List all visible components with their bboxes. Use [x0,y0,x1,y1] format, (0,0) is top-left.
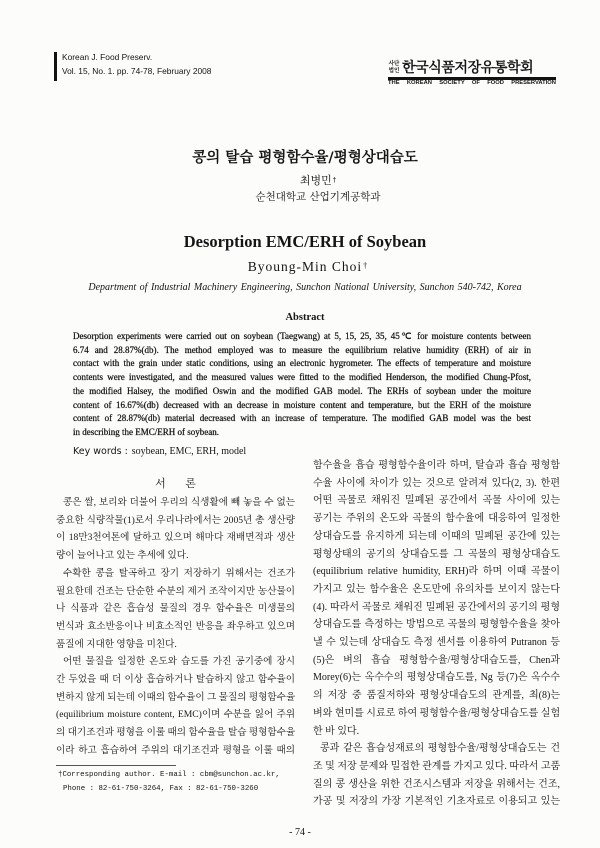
text-line: 가지고 있는 함수율은 온도만에 유의차를 보이지 않는다 [313,583,560,595]
text-line: 번식과 효소반응이나 비효소적인 반응을 좌우하고 있으며 [56,620,295,632]
text-line: 량이 늘어나고 있는 추세에 있다. [56,550,189,562]
text-line: 조 및 저장 문제와 밀접한 관계를 가지고 있다. 따라서 고품 [313,760,561,772]
page-number: - 74 - [289,827,311,838]
keywords [73,445,246,459]
text-line: 상대습도를 측정하는 방법으로 곡물의 평형함수율을 찾아 [313,619,560,631]
abstract-line: contact with the grain under static conditions, using an electronic hygrometer. The effects of temperature and moisture [73,358,531,369]
text-line: 나 식품과 같은 흡습성 물질의 경우 함수율은 미생물의 [56,603,295,615]
text-line: 필요한데 건조는 단순한 수분의 제거 조작이지만 농산물이 [56,585,295,597]
abstract-heading: Abstract [285,312,325,323]
logo-prefix: 사단법인 [388,61,400,74]
author-english-line [158,258,458,276]
text-line: 어떤 곡물로 채워진 밀폐된 공간에서 곡물 사이에 있는 [313,495,560,507]
abstract-body [73,330,531,440]
abstract-line: 6.74 and 28.87%(db). The method employed was to measure the equilibrium relative humidity (ERH) of air in [73,344,531,355]
author-english: Byoung-Min Choi [247,259,363,274]
abstract-line: content of 28.87%(db) material decreased with an increase of temperature. The modified GAB model was the best [73,413,531,424]
paragraph [56,494,295,565]
text-line: 낼 수 있는데 상대습도 측정 센서를 이용하여 Putranon 등 [313,637,560,649]
abstract-line: contents were investigated, and the measured values were fitted to the modified Henderson, the modified Chung-Pfost, [73,372,531,383]
text-line: Morey(6)는 옥수수의 평형상대습도를, Ng 등(7)은 옥수수 [313,672,560,684]
corresponding-mark: † [363,261,369,270]
text-line: (4). 따라서 곡물로 채워진 밀폐된 공간에서의 공기의 평형 [313,601,560,613]
text-line: (5)은 벼의 흡습 평형함수율/평형상대습도를, Chen과 [313,654,560,666]
text-line: 이라 하고 흡습하여 주위의 대기조건과 평형을 이룰 때의 [56,744,295,756]
journal-issue: Vol. 15, No. 1. pp. 74-78, February 2008 [62,66,212,76]
text-line: 벼와 현미를 시료로 하여 평형함수율/평형상대습도를 실험 [313,707,561,719]
title-korean: 콩의 탈습 평형함수율/평형상대습도 [192,150,418,166]
journal-name: Korean J. Food Preserv. [62,52,153,62]
text-line: 평형상태의 공기의 상대습도를 그 곡물의 평형상대습도 [313,548,560,560]
text-line: 수율 사이에 차이가 있는 것으로 알려져 있다(2, 3). 한편 [313,477,560,489]
text-line: 가공 및 저장의 가장 기본적인 기초자료로 이용되고 있는 [313,796,560,808]
title-english: Desorption EMC/ERH of Soybean [183,232,427,251]
abstract-line: in describing the EMC/ERH of soybean. [73,426,219,437]
affiliation-english: Department of Industrial Machinery Engineering, Sunchon National University, Sunchon 540-742, Korea [88,282,522,293]
footnote-line [58,768,292,782]
paragraph [313,740,560,811]
author-korean-line [218,173,418,189]
corresponding-mark: † [332,176,337,184]
abstract-line: Desorption experiments were carried out on soybean (Taegwang) at 5, 15, 25, 35, 45℃ for moisture contents between [73,331,531,341]
abstract-line: the modified Halsey, the modified Oswin and the modified GAB model. The ERHs of soybean under the moiture [73,385,531,396]
footnote-contact-email: Corresponding author. E-mail : cbm@sunchon.ac.kr, [62,771,280,779]
text-line: 한 바 있다. [313,725,360,737]
affiliation-korean: 순천대학교 산업기계공학과 [255,191,381,203]
text-line: 변하지 않게 되는데 이때의 함수율이 그 물질의 평형함수율 [56,691,296,703]
logo-name-korean: 한국식품저장유통학회 [402,60,534,76]
paragraph [313,457,560,740]
keywords-values: soybean, EMC, ERH, model [131,446,247,457]
footnote-contact-phone: Phone : 82-61-750-3264, Fax : 82-61-750-3260 [63,785,259,793]
text-line: 의 대기조건과 평형을 이룰 때의 함수율을 탈습 평형함수율 [56,727,296,739]
text-line: 수확한 콩을 탈곡하고 장기 저장하기 위해서는 건조가 [63,567,295,579]
header-rule [54,52,57,81]
text-line: 공기는 주위의 온도와 곡물의 함수율에 대응하여 일정한 [313,513,560,525]
left-column [56,494,295,760]
text-line: 함수율을 흡습 평형함수율이라 하며, 탈습과 흡습 평형함 [313,460,560,471]
keywords-label: Key words : [73,446,128,457]
text-line: 의 저장 중 품질저하와 평형상대습도의 관계를, 최(8)는 [313,690,560,702]
paragraph [56,653,295,759]
society-logo [388,59,556,88]
section-heading-introduction: 서 론 [155,477,196,490]
text-line: 중요한 식량작물(1)로서 우리나라에서는 2005년 총 생산량 [56,514,295,526]
text-line: 질의 콩 생산을 위한 건조시스템과 저장을 위해서는 건조, [313,778,560,790]
right-column [313,457,560,811]
footnote [58,768,292,796]
text-line: 상대습도를 유지하게 되는데 이때의 밀폐된 공간에 있는 [313,530,560,542]
text-line: 품질에 지대한 영향을 미친다. [56,638,177,650]
text-line: 콩과 같은 흡습성재료의 평형함수율/평형상대습도는 건 [320,743,560,755]
author-korean: 최병민 [299,174,332,187]
text-line: 이 18만3천여톤에 달하고 있으며 해마다 재배면적과 생산 [56,532,295,544]
logo-name-english: THE KOREAN SOCIETY OF FOOD PRESERVATION [388,80,556,86]
paragraph [56,565,295,654]
text-line: (equilibrium relative humidity, ERH)라 하며 이때 곡물이 [313,566,560,578]
text-line: 어떤 물질을 일정한 온도와 습도를 가진 공기중에 장시 [63,656,295,668]
footnote-rule [56,765,176,766]
text-line: 콩은 쌀, 보리와 더불어 우리의 식생활에 빼 놓을 수 없는 [63,497,295,508]
footnote-mark: † [58,771,63,779]
abstract-line: content of 16.67%(db) decreased with an decrease in moisture content and temperature, but the ERH of the moisture [73,399,531,410]
text-line: 간 두었을 때 더 이상 흡습하거나 탈습하지 않고 함수율이 [56,674,295,686]
text-line: (equilibrium moisture content, EMC)이며 수분을 잃어 주위 [56,709,295,721]
